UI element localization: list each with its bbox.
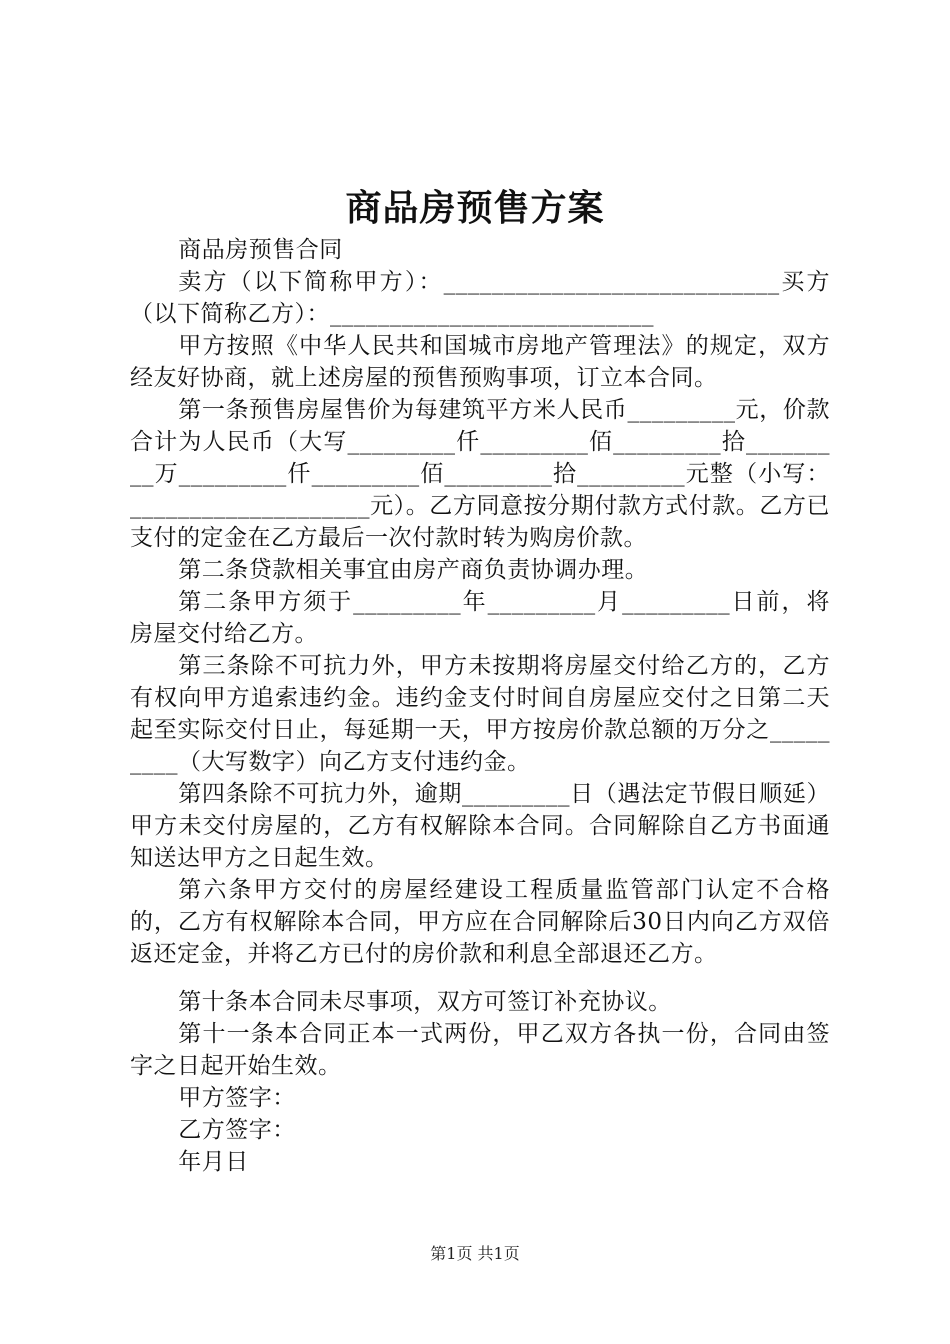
article-loan-paragraph: 第二条贷款相关事宜由房产商负责协调办理。 xyxy=(178,557,649,583)
article-penalty-paragraph: 第三条除不可抗力外，甲方未按期将房屋交付给乙方的，乙方有权向甲方追索违约金。违约金支付时间自房屋应交付之日第二天起至实际交付日止，每延期一天，甲方按房价款总额的万分之_________（大写数字）向乙方支付违约金。 xyxy=(130,653,830,775)
article-delivery-paragraph: 第二条甲方须于_________年_________月_________日前，将房屋交付给乙方。 xyxy=(130,589,830,647)
article-price-paragraph: 第一条预售房屋售价为每建筑平方米人民币_________元，价款合计为人民币（大写_________仟_________佰_________拾_________万_________仟_________佰_________拾_________元整（小写：____________________元）。乙方同意按分期付款方式付款。乙方已支付的定金在乙方最后一次付款时转为购房价款。 xyxy=(130,397,830,551)
article-copies-paragraph: 第十一条本合同正本一式两份，甲乙双方各执一份，合同由签字之日起开始生效。 xyxy=(130,1021,830,1079)
date-line: 年月日 xyxy=(178,1149,249,1175)
contract-heading: 商品房预售合同 xyxy=(178,237,343,263)
buyer-signature-line: 乙方签字： xyxy=(178,1117,296,1143)
preamble-paragraph: 甲方按照《中华人民共和国城市房地产管理法》的规定，双方经友好协商，就上述房屋的预售预购事项，订立本合同。 xyxy=(130,333,830,391)
document-body xyxy=(130,234,830,1178)
article-supplement-paragraph: 第十条本合同未尽事项，双方可签订补充协议。 xyxy=(178,989,672,1015)
article-termination-paragraph: 第四条除不可抗力外，逾期_________日（遇法定节假日顺延）甲方未交付房屋的，乙方有权解除本合同。合同解除自乙方书面通知送达甲方之日起生效。 xyxy=(130,781,830,871)
document-title: 商品房预售方案 xyxy=(345,187,605,229)
seller-signature-line: 甲方签字： xyxy=(178,1085,296,1111)
article-quality-paragraph: 第六条甲方交付的房屋经建设工程质量监管部门认定不合格的，乙方有权解除本合同，甲方应在合同解除后30日内向乙方双倍返还定金，并将乙方已付的房价款和利息全部退还乙方。 xyxy=(130,877,830,967)
parties-paragraph: 卖方（以下简称甲方）：____________________________买方（以下简称乙方）：___________________________ xyxy=(130,269,830,327)
page-number-footer: 第1页 共1页 xyxy=(430,1244,520,1263)
